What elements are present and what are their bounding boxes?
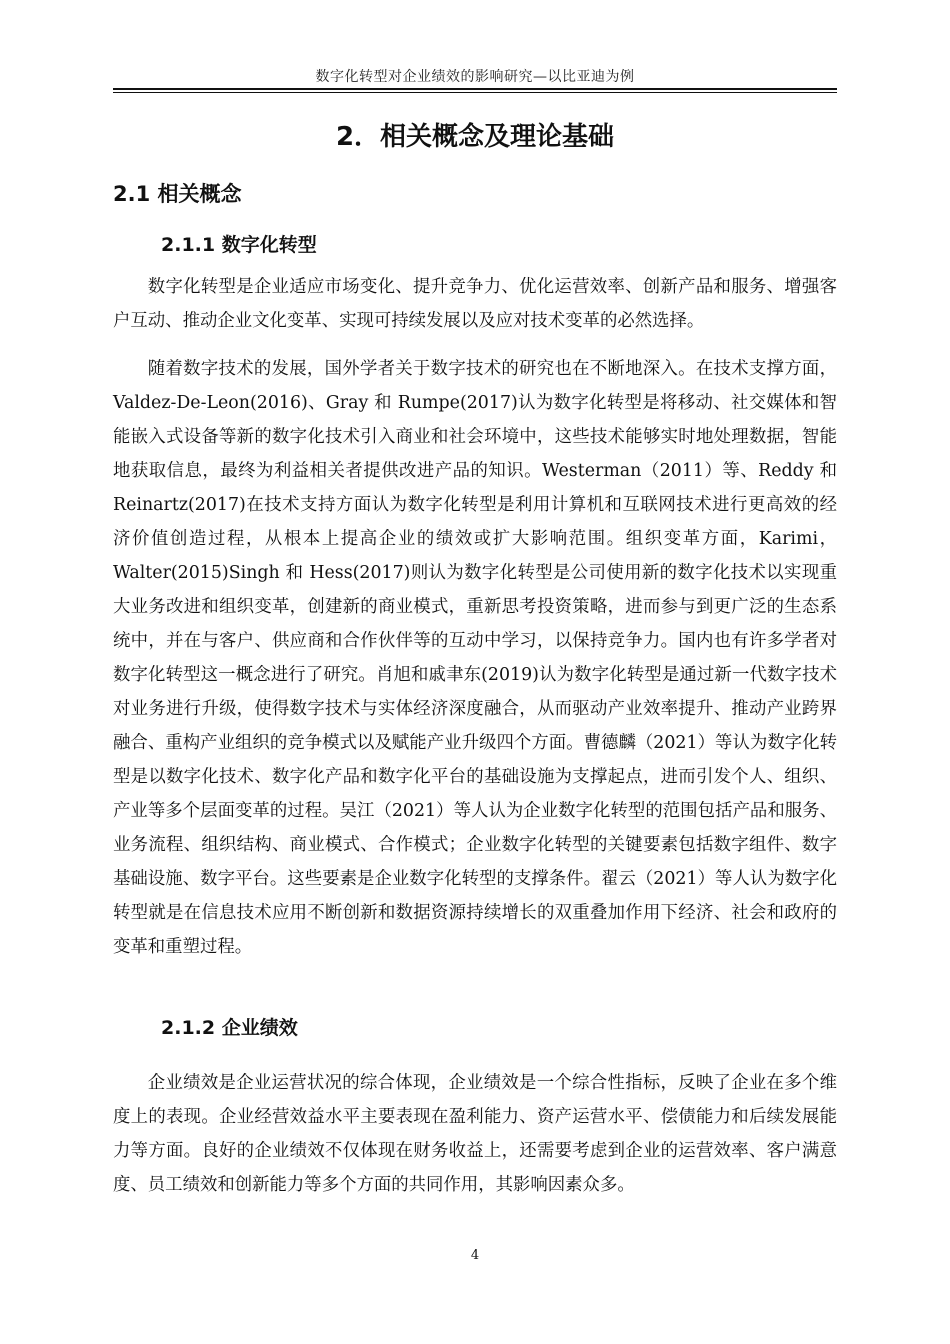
page-number: 4	[470, 1248, 480, 1263]
section-heading-2-1: 2.1 相关概念	[113, 182, 242, 206]
paragraph-digital-transformation-intro: 数字化转型是企业适应市场变化、提升竞争力、优化运营效率、创新产品和服务、增强客户互动、推动企业文化变革、实现可持续发展以及应对技术变革的必然选择。	[113, 277, 837, 331]
subsection-heading-2-1-2: 2.1.2 企业绩效	[161, 1017, 298, 1039]
header-rule-thin	[113, 92, 837, 93]
subsection-heading-2-1-1: 2.1.1 数字化转型	[161, 234, 317, 256]
running-header: 数字化转型对企业绩效的影响研究—以比亚迪为例	[315, 69, 635, 85]
paragraph-digital-transformation-literature: 随着数字技术的发展，国外学者关于数字技术的研究也在不断地深入。在技术支撑方面，Valdez-De-Leon(2016)、Gray 和 Rumpe(2017)认为数字化转型是将移动、社交媒体和智能嵌入式设备等新的数字化技术引入商业和社会环境中，这些技术能够实时地处理数据，智能地获取信息，最终为利益相关者提供改进产品的知识。Westerman（2011）等、Reddy 和 Reinartz(2017)在技术支持方面认为数字化转型是利用计算机和互联网技术进行更高效的经济价值创造过程，从根本上提高企业的绩效或扩大影响范围。组织变革方面，Karimi，Walter(2015)Singh 和 Hess(2017)则认为数字化转型是公司使用新的数字化技术以实现重大业务改进和组织变革，创建新的商业模式，重新思考投资策略，进而参与到更广泛的生态系统中，并在与客户、供应商和合作伙伴等的互动中学习，以保持竞争力。国内也有许多学者对数字化转型这一概念进行了研究。肖旭和戚聿东(2019)认为数字化转型是通过新一代数字技术对业务进行升级，使得数字技术与实体经济深度融合，从而驱动产业效率提升、推动产业跨界融合、重构产业组织的竞争模式以及赋能产业升级四个方面。曹德麟（2021）等认为数字化转型是以数字化技术、数字化产品和数字化平台的基础设施为支撑起点，进而引发个人、组织、产业等多个层面变革的过程。吴江（2021）等人认为企业数字化转型的范围包括产品和服务、业务流程、组织结构、商业模式、合作模式；企业数字化转型的关键要素包括数字组件、数字基础设施、数字平台。这些要素是企业数字化转型的支撑条件。翟云（2021）等人认为数字化转型就是在信息技术应用不断创新和数据资源持续增长的双重叠加作用下经济、社会和政府的变革和重塑过程。	[113, 359, 837, 957]
paragraph-enterprise-performance: 企业绩效是企业运营状况的综合体现，企业绩效是一个综合性指标，反映了企业在多个维度上的表现。企业经营效益水平主要表现在盈利能力、资产运营水平、偿债能力和后续发展能力等方面。良好的企业绩效不仅体现在财务收益上，还需要考虑到企业的运营效率、客户满意度、员工绩效和创新能力等多个方面的共同作用，其影响因素众多。	[113, 1073, 837, 1195]
header-rule-thick	[113, 88, 837, 90]
chapter-title: 2．相关概念及理论基础	[335, 122, 615, 152]
